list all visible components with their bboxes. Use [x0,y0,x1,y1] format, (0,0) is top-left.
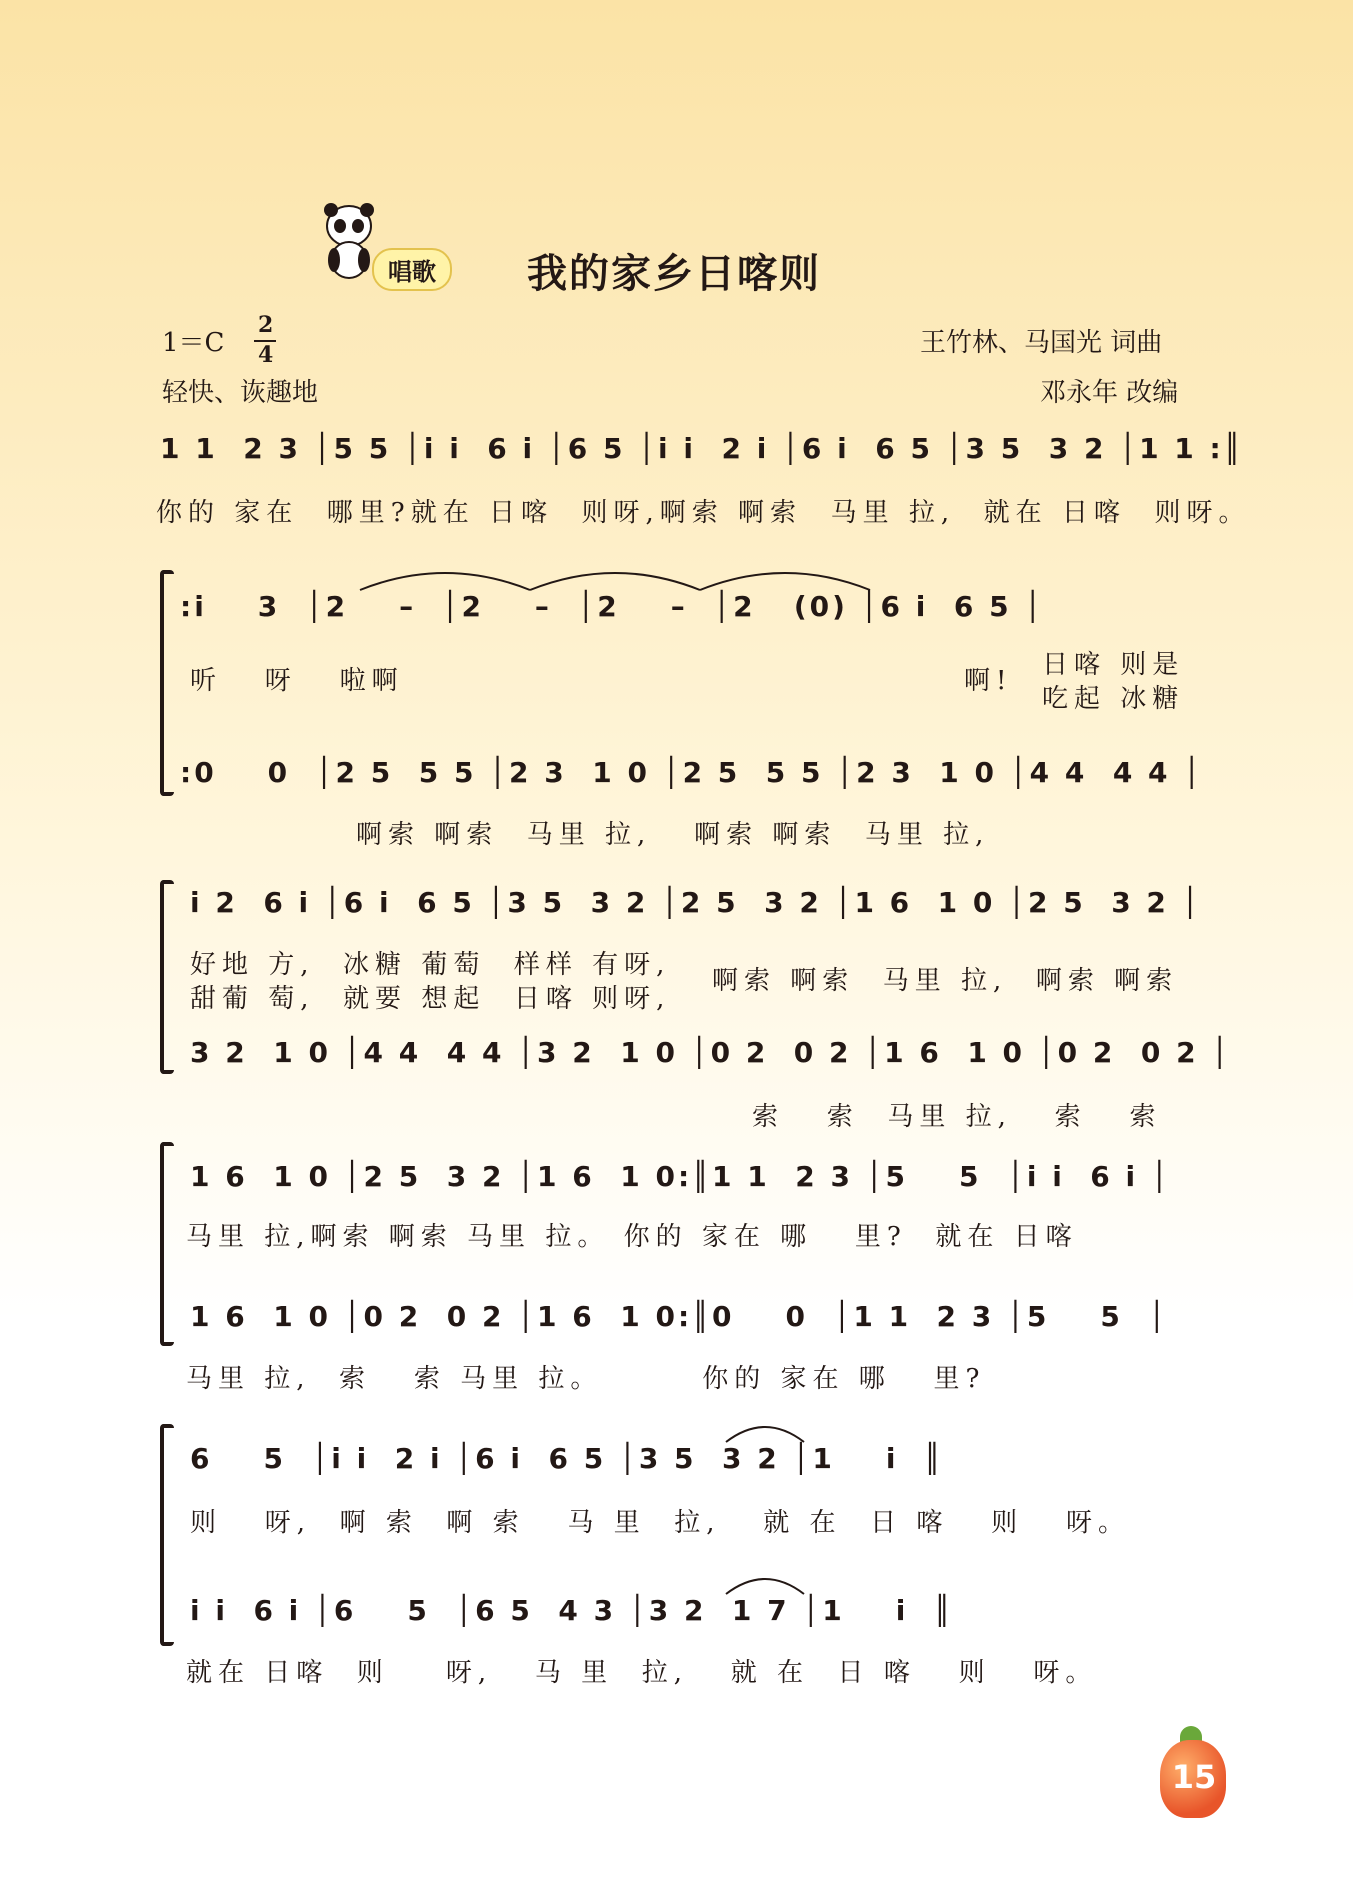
system3-shared-lyrics: 啊索 啊索 马里 拉, 啊索 啊索 [712,966,1179,996]
system4-upper-lyrics: 马里 拉,啊索 啊索 马里 拉。 你的 家在 哪 里? 就在 日喀 [186,1222,1078,1252]
system2-exclamation: 啊! [964,666,1013,696]
system2-upper-notes: :i 3 │2 – │2 – │2 – │2 (0) │6 i 6 5 │ [180,590,1045,623]
system5-lower-lyrics: 就在 日喀 则 呀, 马 里 拉, 就 在 日 喀 则 呀。 [186,1658,1098,1688]
time-signature-top: 2 [258,312,274,338]
system2-lower-lyrics: 啊索 啊索 马里 拉, 啊索 啊索 马里 拉, [356,820,990,850]
system5-upper-tie [720,1408,810,1448]
system3-bracket [160,880,174,1074]
song-title: 我的家乡日喀则 [527,251,821,297]
system3-lower-lyrics: 索 索 马里 拉, 索 索 [752,1102,1162,1132]
system2-lower-notes: :0 0 │2 5 5 5 │2 3 1 0 │2 5 5 5 │2 3 1 0 │4 4 4 4 │ [180,756,1204,789]
system3-verse2-lyrics: 甜葡 萄, 就要 想起 日喀 则呀, [190,984,671,1014]
system2-verse2-lyrics: 吃起 冰糖 [1042,684,1185,714]
system2-bracket [160,570,174,796]
section-badge: 唱歌 [372,248,452,291]
page-number: 15 [1171,1758,1217,1796]
system2-verse1-lyrics: 日喀 则是 [1042,650,1185,680]
system5-bracket [160,1424,174,1646]
system4-bracket [160,1142,174,1346]
line1-notes: 1 1 2 3 │5 5 │i i 6 i │6 5 │i i 2 i │6 i 6 5 │3 5 3 2 │1 1 :║ [160,432,1244,465]
system5-upper-lyrics: 则 呀, 啊 索 啊 索 马 里 拉, 就 在 日 喀 则 呀。 [190,1508,1130,1538]
system3-verse1-lyrics: 好地 方, 冰糖 葡萄 样样 有呀, [190,950,671,980]
system3-upper-notes: i 2 6 i │6 i 6 5 │3 5 3 2 │2 5 3 2 │1 6 1 0 │2 5 3 2 │ [190,886,1202,919]
system2-tie-arcs [350,556,910,596]
time-signature-bottom: 4 [258,342,274,368]
system2-upper-lyrics: 听 呀 啦啊 [190,666,404,696]
line1-lyrics: 你的 家在 哪里?就在 日喀 则呀,啊索 啊索 马里 拉, 就在 日喀 则呀。 [156,498,1251,528]
credits-composer: 王竹林、马国光 词曲 [920,328,1163,358]
system5-lower-notes: i i 6 i │6 5 │6 5 4 3 │3 2 1 7 │1 i ║ [190,1594,954,1627]
panda-mascot-icon [318,200,380,280]
system4-lower-notes: 1 6 1 0 │0 2 0 2 │1 6 1 0:║0 0 │1 1 2 3 │5 5 │ [190,1300,1169,1333]
tempo-marking: 轻快、诙趣地 [162,378,319,408]
key-signature: 1＝C [162,328,225,358]
system4-lower-lyrics: 马里 拉, 索 索 马里 拉。 你的 家在 哪 里? [186,1364,986,1394]
system5-upper-notes: 6 5 │i i 2 i │6 i 6 5 │3 5 3 2 │1 i ║ [190,1442,944,1475]
system4-upper-notes: 1 6 1 0 │2 5 3 2 │1 6 1 0:║1 1 2 3 │5 5 │i i 6 i │ [190,1160,1171,1193]
system3-lower-notes: 3 2 1 0 │4 4 4 4 │3 2 1 0 │0 2 0 2 │1 6 1 0 │0 2 0 2 │ [190,1036,1232,1069]
credits-arranger: 邓永年 改编 [1040,378,1179,408]
system5-lower-tie [720,1560,810,1600]
